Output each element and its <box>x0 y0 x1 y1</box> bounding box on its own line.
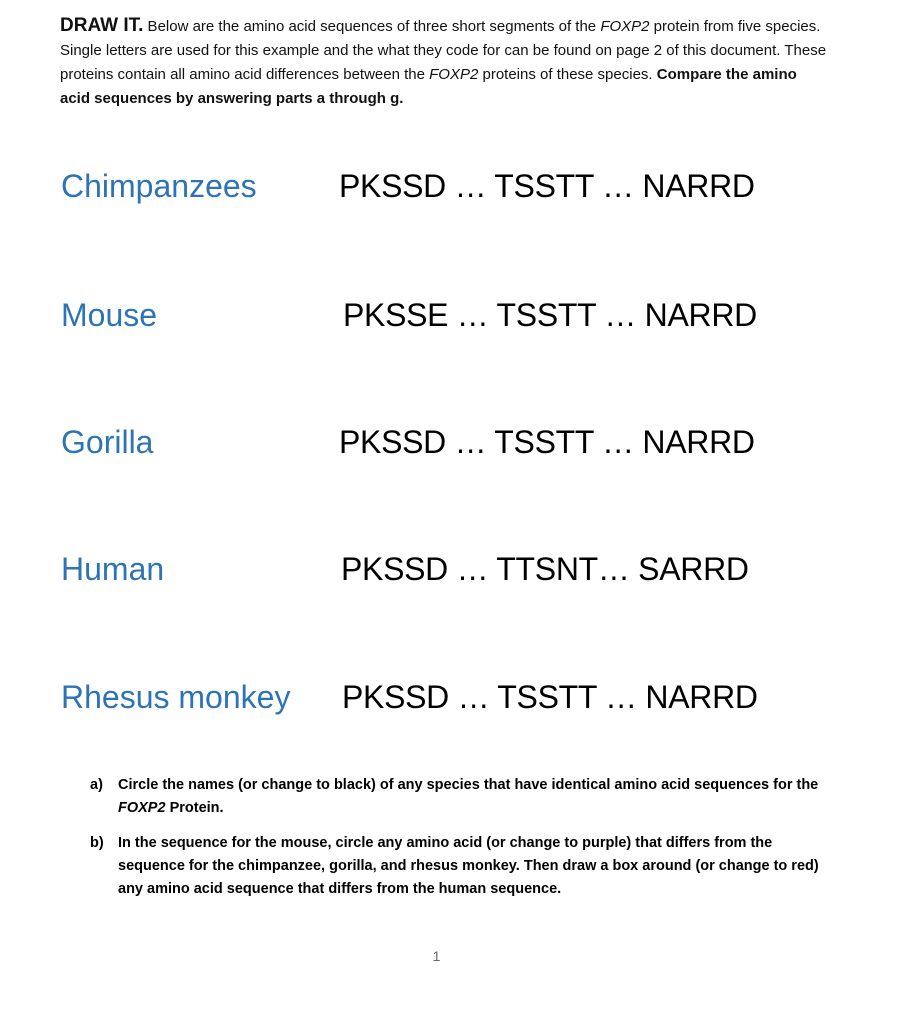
question-label: a) <box>90 777 103 793</box>
species-row-human <box>0 547 903 591</box>
intro-text-2: protein from five species. Single letters are used for this example and the what they code for can be found on page 2 of this document. These proteins contain all amino acid differences between the <box>60 18 827 83</box>
question-a-text-1: Circle the names (or change to black) of any species that have identical amino acid sequences for the <box>118 777 819 793</box>
species-sequence: PKSSE … TSSTT … NARRD <box>343 297 757 333</box>
species-row-chimpanzees <box>0 164 903 208</box>
species-name: Rhesus monkey <box>61 679 291 715</box>
intro-paragraph <box>60 14 830 111</box>
species-name: Human <box>61 551 165 587</box>
species-name: Mouse <box>61 297 158 333</box>
species-name: Gorilla <box>61 424 154 460</box>
species-sequence: PKSSD … TSSTT … NARRD <box>339 168 755 204</box>
questions-list <box>90 774 830 913</box>
intro-text-1: Below are the amino acid sequences of three short segments of the <box>143 18 601 35</box>
question-text: In the sequence for the mouse, circle any amino acid (or change to purple) that differs from the sequence for the chimpanzee, gorilla, and rhesus monkey. Then draw a box around (or change to red) any amino acid sequence that differs from the human sequence. <box>118 835 819 897</box>
species-sequence: PKSSD … TSSTT … NARRD <box>342 679 758 715</box>
species-sequence: PKSSD … TSSTT … NARRD <box>339 424 755 460</box>
intro-gene-1: FOXP2 <box>600 18 650 35</box>
intro-lead: DRAW IT. <box>60 15 144 36</box>
page-number <box>0 948 903 964</box>
intro-instruction: Compare the amino acid sequences by answering parts a through g. <box>60 66 797 107</box>
intro-gene-2: FOXP2 <box>429 66 479 83</box>
species-row-gorilla <box>0 420 903 464</box>
species-row-rhesus-monkey <box>0 675 903 719</box>
question-b <box>90 832 830 901</box>
question-a-gene: FOXP2 <box>118 800 166 816</box>
question-label: b) <box>90 835 104 851</box>
question-text <box>118 774 830 820</box>
species-name: Chimpanzees <box>61 168 257 204</box>
question-a-text-2: Protein. <box>165 800 224 816</box>
species-sequence: PKSSD … TTSNT… SARRD <box>341 551 749 587</box>
species-row-mouse <box>0 293 903 337</box>
question-a <box>90 774 830 820</box>
intro-text-3: proteins of these species. <box>478 66 657 83</box>
page-number-text: 1 <box>432 948 441 964</box>
